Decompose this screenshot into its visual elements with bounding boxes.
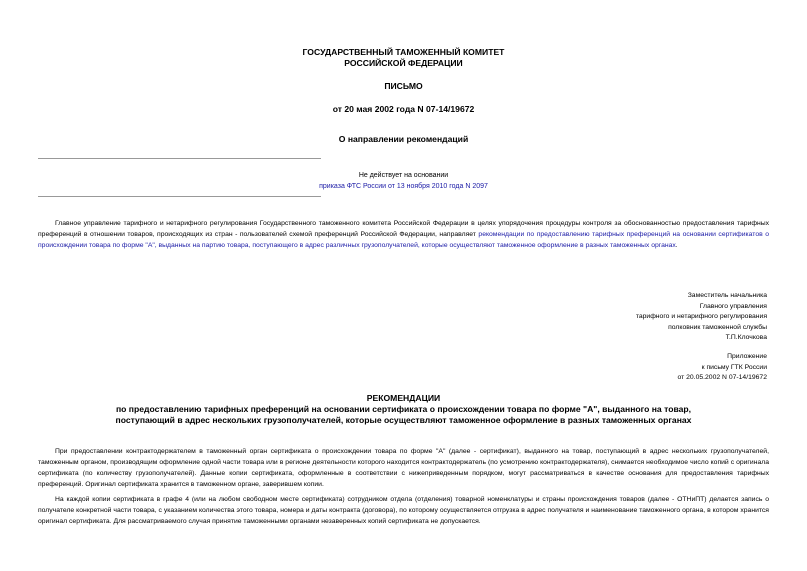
divider-bottom: [38, 196, 321, 197]
signature-line: полковник таможенной службы: [668, 323, 767, 331]
document-type: ПИСЬМО: [384, 81, 423, 91]
document-date: от 20 мая 2002 года N 07-14/19672: [332, 104, 475, 114]
signature-line: Заместитель начальника: [687, 292, 767, 299]
signature-line: тарифного и нетарифного регулирования: [635, 313, 767, 321]
org-name-line1: ГОСУДАРСТВЕННЫЙ ТАМОЖЕННЫЙ КОМИТЕТ: [302, 47, 505, 57]
recommendations-subtitle: по предоставлению тарифных преференций на основании сертификата о происхождении товара по форме "А", выданного на товар, поступающий в адрес нескольких грузополучателей, которые осуществляют таможенное оформление в разных таможенных органах: [115, 404, 692, 425]
status-note-link[interactable]: приказа ФТС России от 13 ноября 2010 года N 2097: [319, 183, 488, 190]
divider-top: [38, 158, 321, 159]
status-note-text: Не действует на основании: [358, 172, 449, 179]
intro-text: Главное управление тарифного и нетарифного регулирования Государственного таможенного комитета Российской Федерации в целях упорядочения процедуры контроля за обоснованностью предоставления тарифных преференций в отношении товаров, происходящих из стран - пользователей схемой преференций Российской Федерации, направляет: [38, 220, 769, 239]
intro-end: .: [675, 242, 678, 250]
recommendations-title: РЕКОМЕНДАЦИИ: [366, 393, 441, 403]
recommendations-paragraph-2: На каждой копии сертификата в графе 4 (или на любом свободном месте сертификата) сотрудником отдела (отделения) товарной номенклатуры и страны происхождения товаров (далее - ОТНиПТ) делается запись о получателе конкретной части товара, с указанием количества этого товара, номера и даты контракта (договора), по которому осуществляется отгрузка в адрес получателя и наименование таможенного органа, в котором хранится оригинал сертификата. Для рассматриваемого случая принятие таможенными органами незаверенных копий сертификата не допускается.: [38, 496, 769, 526]
intro-paragraph: [38, 218, 769, 251]
document-subject: О направлении рекомендаций: [338, 134, 469, 144]
signature-line: Главного управления: [699, 302, 767, 310]
recommendations-paragraph-1: При предоставлении контрактодержателем в таможенный орган сертификата о происхождении товара по форме "А" (далее - сертификат), выданного на товар, поступающий в адрес нескольких грузополучателей, таможенным органом, производящим оформление одной части товара или в регионе деятельности которого находится контрактодержатель (по усмотрению контрактодержателя), снимается необходимое число копий с оригинала сертификата (по количеству грузополучателей). Данные копии сертификата, оформленные в соответствии с нижеприведенным порядком, могут рассматриваться в качестве основания для предоставления тарифных преференций. Оригинал сертификата хранится в таможенном органе, заверившем копии.: [38, 448, 769, 489]
appendix-line: к письму ГТК России: [701, 363, 767, 371]
signature-block: [467, 291, 767, 344]
recommendations-link[interactable]: рекомендации по предоставлению тарифных преференций на основании сертификатов о происхождении товара по форме "А", выданных на партию товара, поступающего в адрес различных грузополучателей, которые осуществляют таможенное оформление в разных таможенных органах: [38, 231, 770, 250]
appendix-block: [467, 352, 767, 384]
appendix-line: Приложение: [727, 353, 767, 360]
signature-line: Т.П.Клочкова: [725, 334, 767, 342]
org-name-line2: РОССИЙСКОЙ ФЕДЕРАЦИИ: [344, 58, 463, 68]
appendix-line: от 20.05.2002 N 07-14/19672: [677, 374, 767, 382]
